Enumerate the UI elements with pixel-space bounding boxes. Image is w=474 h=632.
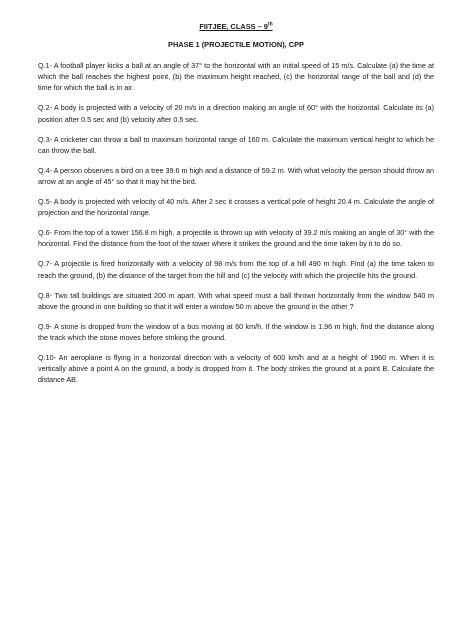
question-1: Q.1- A football player kicks a ball at an angle of 37° to the horizontal with an initial speed of 15 m/s. Calculate (a) the time at which the ball reaches the highest point, (b) the maximum height reached, (c) the horizontal range of the ball and (d) the time for which the ball is in air. (38, 61, 434, 93)
question-10: Q.10- An aeroplane is flying in a horizontal direction with a velocity of 600 km/h and at a height of 1960 m. When it is vertically above a point A on the ground, a body is dropped from it. The body strikes the ground at a point B. Calculate the distance AB. (38, 353, 434, 385)
document-title (38, 22, 434, 32)
document-subtitle: PHASE 1 (PROJECTILE MOTION), CPP (168, 40, 304, 49)
question-7: Q.7- A projectile is fired horizontally with a velocity of 98 m/s from the top of a hill 490 m high. Find (a) the time taken to reach the ground, (b) the distance of the target from the hill and (c) the velocity with which the projectile hits the ground. (38, 259, 434, 280)
document-title-text: FIITJEE, CLASS – 9 (199, 22, 268, 31)
question-9: Q.9- A stone is dropped from the window of a bus moving at 60 km/h. If the window is 1.96 m high, find the distance along the track which the stone moves before striking the ground. (38, 321, 434, 343)
question-3: Q.3- A cricketer can throw a ball to maximum horizontal range of 160 m. Calculate the maximum vertical height to which he can throw the ball. (38, 134, 434, 155)
question-2: Q.2- A body is projected with a velocity of 20 m/s in a direction making an angle of 60° with the horizontal. Calculate its (a) position after 0.5 sec and (b) velocity after 0.5 sec. (38, 103, 434, 124)
question-6: Q.6- From the top of a tower 156.8 m high, a projectile is thrown up with velocity of 39.2 m/s making an angle of 30° with the horizontal. Find the distance from the foot of the tower where it strikes the ground and the time taken by it to do so. (38, 228, 434, 249)
document-title-superscript: th (267, 21, 273, 28)
question-8: Q.8- Two tall buildings are situated 200 m apart. With what speed must a ball thrown horizontally from the window 540 m above the ground in one building so that it will enter a window 50 m above the ground in the other ? (38, 290, 434, 311)
question-4: Q.4- A person observes a bird on a tree 39.6 m high and a distance of 59.2 m. With what velocity the person should throw an arrow at an angle of 45° so that it may hit the bird. (38, 165, 434, 187)
question-5: Q.5- A body is projected with velocity of 40 m/s. After 2 sec it crosses a vertical pole of height 20.4 m. Calculate the angle of projection and the horizontal range. (38, 197, 434, 218)
